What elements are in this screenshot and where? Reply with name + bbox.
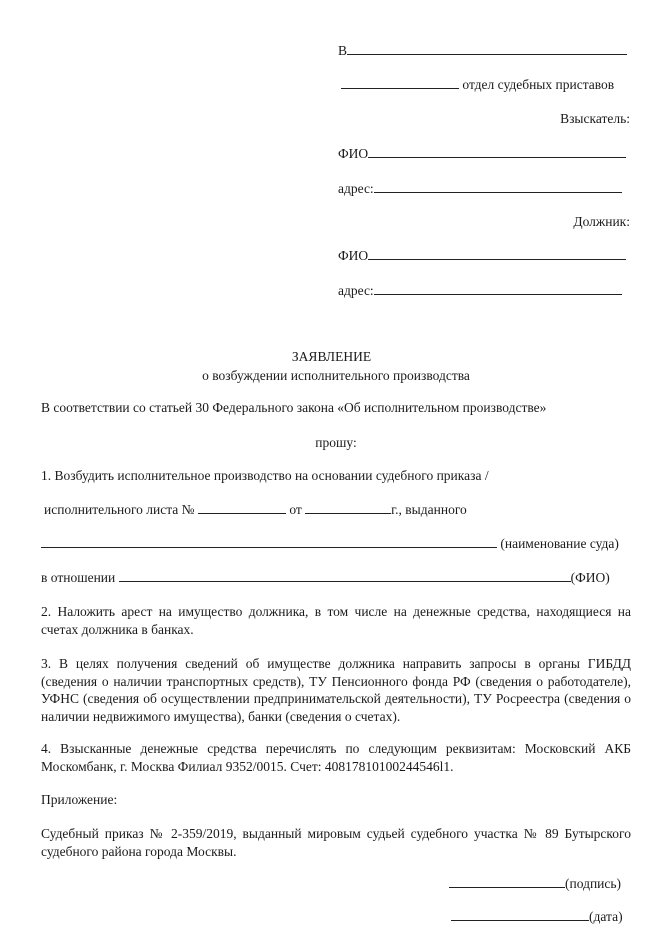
debtor-label: Должник:: [573, 214, 630, 229]
writ-number-label: исполнительного листа №: [44, 502, 195, 517]
writ-issued-label: г., выданного: [391, 502, 467, 517]
item4-paragraph: 4. Взысканные денежные средства перечислять по следующим реквизитам: Московский АКБ Москомбанк, г. Москва Филиал 9352/0015. Счет: 40817810100244546l1.: [41, 741, 631, 774]
debtor-fio-line: [338, 247, 626, 264]
document-title: ЗАЯВЛЕНИЕ: [291, 349, 372, 364]
bailiff-dept-blank: [341, 76, 459, 89]
claimant-label: Взыскатель:: [560, 111, 630, 126]
attachment-label: Приложение:: [41, 792, 118, 807]
item3-paragraph: 3. В целях получения сведений об имуществе должника направить запросы в органы ГИБДД (сведения о наличии транспортных средств), ТУ Пенсионного фонда РФ (сведения о работодателе), УФНС (сведения об осуществлении предпринимательской деятельности), ТУ Росреестра (сведения о наличии недвижимого имущества), банки (сведения о счетах).: [41, 656, 631, 724]
regarding-line: [41, 569, 610, 586]
document-subtitle: о возбуждении исполнительного производства: [202, 368, 470, 383]
recipient-line: [338, 42, 627, 59]
debtor-address-label: адрес:: [338, 283, 374, 298]
debtor-fio-label: ФИО: [338, 248, 369, 263]
attachment-text: Судебный приказ № 2-359/2019, выданный мировым судьей судебного участка № 89 Бутырского судебного района города Москвы.: [41, 826, 631, 859]
debtor-address-blank: [374, 282, 622, 295]
writ-number-blank: [198, 501, 286, 514]
date-blank: [451, 908, 589, 921]
claimant-address-label: адрес:: [338, 181, 374, 196]
recipient-blank: [347, 42, 627, 55]
date-hint: (дата): [589, 909, 623, 924]
signature-hint: (подпись): [565, 876, 622, 891]
signature-line: [449, 875, 621, 892]
regarding-fio-blank: [119, 569, 571, 582]
bailiff-dept-line: [341, 76, 614, 93]
claimant-address-line: [338, 180, 622, 197]
request-word: прошу:: [315, 435, 357, 450]
debtor-fio-blank: [368, 247, 626, 260]
writ-date-blank: [305, 501, 391, 514]
date-line: [451, 908, 623, 925]
intro-text: В соответствии со статьей 30 Федерального закона «Об исполнительном производстве»: [41, 400, 547, 415]
regarding-label: в отношении: [41, 570, 116, 585]
claimant-fio-label: ФИО: [338, 146, 369, 161]
item2-paragraph: 2. Наложить арест на имущество должника, в том числе на денежные средства, находящиеся на счетах должника в банках.: [41, 604, 631, 637]
debtor-address-line: [338, 282, 622, 299]
court-name-hint: (наименование суда): [500, 536, 619, 551]
claimant-address-blank: [374, 180, 622, 193]
writ-from-label: от: [289, 502, 302, 517]
item1-line2: [44, 501, 467, 518]
item1-line1: 1. Возбудить исполнительное производство на основании судебного приказа /: [41, 468, 489, 483]
court-name-line: [41, 535, 619, 552]
claimant-fio-blank: [368, 145, 626, 158]
claimant-fio-line: [338, 145, 626, 162]
bailiff-dept-label: отдел судебных приставов: [462, 77, 615, 92]
signature-blank: [449, 875, 565, 888]
recipient-prefix: В: [338, 43, 348, 58]
regarding-fio-hint: (ФИО): [570, 570, 610, 585]
court-name-blank: [41, 535, 497, 548]
